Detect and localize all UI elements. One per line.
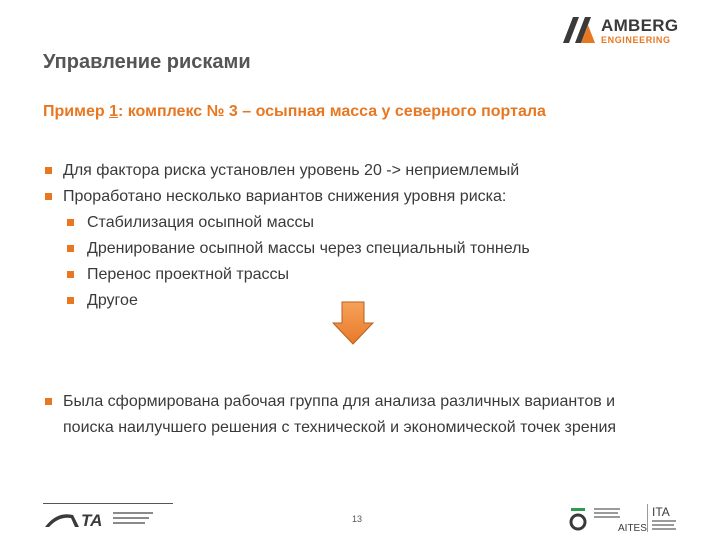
page-subtitle — [43, 103, 546, 121]
bullet-icon — [45, 398, 52, 405]
down-arrow-icon — [332, 301, 374, 345]
sub-list-item-text: Другое — [87, 292, 138, 309]
list-item — [43, 389, 703, 441]
tunnel-association-logo — [43, 505, 168, 533]
bullet-icon — [67, 271, 74, 278]
sub-list-item — [43, 262, 693, 288]
sub-list-item-text: Стабилизация осыпной массы — [87, 214, 314, 231]
page-title: Управление рисками — [43, 51, 251, 73]
list-item — [43, 158, 693, 184]
subtitle-suffix: : комплекс № 3 – осыпная масса у северного портала — [117, 103, 546, 120]
logo-letters: TA — [81, 511, 103, 530]
ita-aites-logo — [568, 500, 688, 534]
conclusion-list — [43, 389, 703, 441]
conclusion-line-1: Была сформирована рабочая группа для анализа различных вариантов и — [63, 393, 616, 410]
risk-bullet-list — [43, 158, 693, 314]
list-item — [43, 184, 693, 210]
page-number: 13 — [352, 514, 363, 524]
sub-list-item-text: Дренирование осыпной массы через специальный тоннель — [87, 240, 530, 257]
subtitle-number: 1 — [109, 103, 118, 120]
bullet-icon — [67, 297, 74, 304]
aites-text: AITES — [618, 523, 647, 534]
list-item-text: Для фактора риска установлен уровень 20 -> неприемлемый — [63, 162, 520, 179]
conclusion-line-2: поиска наилучшего решения с технической и экономической точек зрения — [63, 419, 617, 436]
sub-list-item-text: Перенос проектной трассы — [87, 266, 289, 283]
sub-list-item — [43, 210, 693, 236]
bullet-icon — [67, 245, 74, 252]
subtitle-prefix: Пример — [43, 103, 110, 120]
amberg-mark-icon — [563, 17, 595, 43]
footer-divider — [43, 503, 173, 504]
logo-word-engineering: ENGINEERING — [601, 35, 671, 45]
bullet-icon — [45, 193, 52, 200]
amberg-logo — [563, 14, 683, 48]
ita-text: ITA — [652, 505, 670, 519]
bullet-icon — [45, 167, 52, 174]
list-item-text: Проработано несколько вариантов снижения уровня риска: — [63, 188, 507, 205]
logo-word-amberg: AMBERG — [601, 16, 679, 35]
bullet-icon — [67, 219, 74, 226]
sub-list-item — [43, 236, 693, 262]
